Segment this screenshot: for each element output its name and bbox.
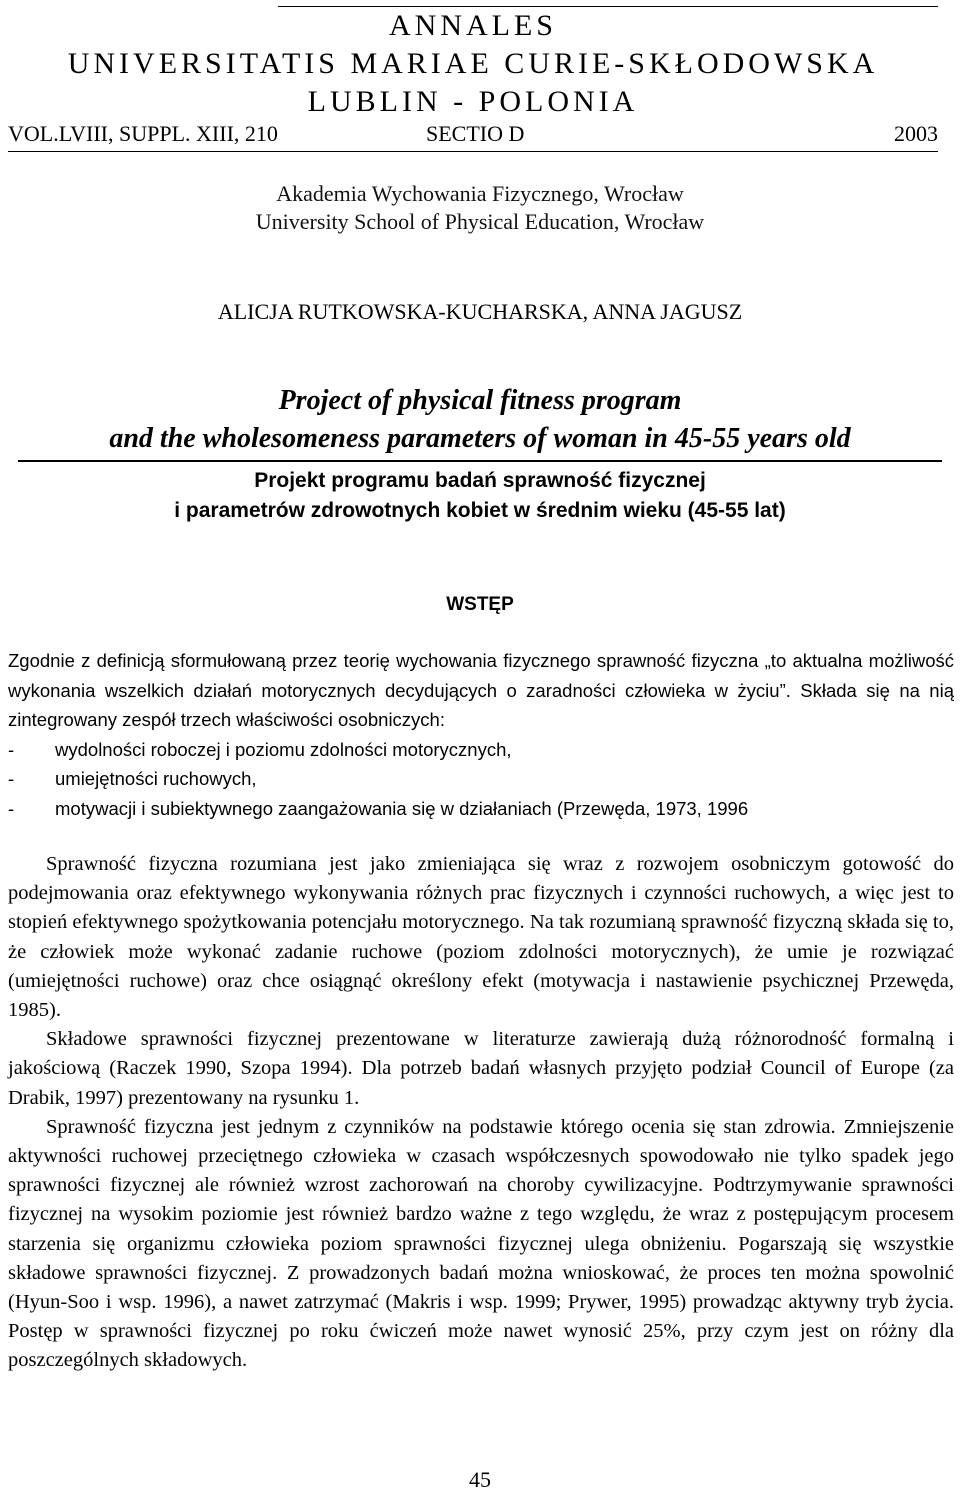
institution-polish: Akademia Wychowania Fizycznego, Wrocław xyxy=(276,181,684,206)
title-english-line-1: Project of physical fitness program xyxy=(278,385,682,416)
section-heading: WSTĘP xyxy=(446,594,514,615)
body-text xyxy=(8,850,954,1376)
volume-label: VOL.LVIII, SUPPL. XIII, 210 xyxy=(8,121,278,146)
authors: ALICJA RUTKOWSKA-KUCHARSKA, ANNA JAGUSZ xyxy=(217,299,743,324)
list-item xyxy=(8,735,954,765)
volume-row xyxy=(8,117,938,151)
journal-header xyxy=(8,6,938,152)
title-english-line-2: and the wholesomeness parameters of woman in 45-55 years old xyxy=(109,423,851,454)
header-bottom-rule xyxy=(8,151,938,152)
list-item-text: motywacji i subiektywnego zaangażowania się w działaniach (Przewęda, 1973, 1996 xyxy=(55,797,749,819)
paragraph: Sprawność fizyczna rozumiana jest jako zmieniająca się wraz z rozwojem osobniczym gotowość do podejmowania oraz efektywnego wykonywania różnych prac fizycznych i czynności ruchowych, a więc jest to stopień efektywnego spożytkowania potencjału motorycznego. Na tak rozumianą sprawność fizyczną składa się to, że człowiek może wykonać zadanie ruchowe (poziom zdolności motorycznych), że umie je rozwiązać (umiejętności ruchowe) oraz chce osiągnąć określony efekt (motywacja i nastawienie psychicznej Przewęda, 1985). xyxy=(8,853,954,1022)
journal-line-2: UNIVERSITATIS MARIAE CURIE-SKŁODOWSKA xyxy=(67,47,879,80)
properties-list xyxy=(8,735,954,824)
section-label: SECTIO D xyxy=(426,121,525,146)
intro-paragraph: Zgodnie z definicją sformułowaną przez teorię wychowania fizycznego sprawność fizyczna „to aktualna możliwość wykonania wszelkich działań motorycznych decydujących o zaradności człowieka w życiu”. Składa się na nią zintegrowany zespół trzech właściwości osobniczych: xyxy=(8,650,954,730)
list-dash: - xyxy=(8,738,15,760)
list-item-text: umiejętności ruchowych, xyxy=(55,768,257,789)
title-polish-line-2: i parametrów zdrowotnych kobiet w średnim wieku (45-55 lat) xyxy=(174,499,786,522)
title-rule xyxy=(18,460,942,462)
title-polish-line-1: Projekt programu badań sprawność fizycznej xyxy=(254,469,706,492)
journal-name xyxy=(8,7,938,121)
intro-block xyxy=(8,646,954,823)
title-polish xyxy=(0,466,960,526)
title-english xyxy=(0,382,960,458)
list-dash: - xyxy=(8,768,15,789)
journal-line-1: ANNALES xyxy=(389,9,557,42)
page-number: 45 xyxy=(469,1467,491,1492)
journal-line-3: LUBLIN - POLONIA xyxy=(307,85,639,118)
institution xyxy=(0,180,960,236)
paragraph: Składowe sprawności fizycznej prezentowane w literaturze zawierają dużą różnorodność formalną i jakościową (Raczek 1990, Szopa 1994). Dla potrzeb badań własnych przyjęto podział Council of Europe (za Drabik, 1997) prezentowany na rysunku 1. xyxy=(8,1028,954,1109)
paragraph: Sprawność fizyczna jest jednym z czynników na podstawie którego ocenia się stan zdrowia. Zmniejszenie aktywności ruchowej przeciętnego człowieka w czasach współczesnych spowodowało nie tylko spadek jego sprawności fizycznej ale również wzrost zachorowań na choroby cywilizacyjne. Podtrzymywanie sprawności fizycznej na wysokim poziomie jest również bardzo ważne z tego względu, że wraz z postępującym procesem starzenia się organizmu człowieka poziom sprawności fizycznej ulega obniżeniu. Pogarszają się wszystkie składowe sprawności fizycznej. Z prowadzonych badań można wnioskować, że proces ten można spowolnić (Hyun-Soo i wsp. 1996), a nawet zatrzymać (Makris i wsp. 1999; Prywer, 1995) prowadząc aktywny tryb życia. Postęp w sprawności fizycznej po roku ćwiczeń może nawet wynosić 25%, przy czym jest on różny dla poszczególnych składowych. xyxy=(8,1115,954,1372)
institution-english: University School of Physical Education, Wrocław xyxy=(255,209,705,234)
list-item-text: wydolności roboczej i poziomu zdolności motorycznych, xyxy=(55,738,512,760)
list-item xyxy=(8,794,954,824)
list-item xyxy=(8,764,954,794)
list-dash: - xyxy=(8,797,15,819)
year-label: 2003 xyxy=(894,121,938,146)
